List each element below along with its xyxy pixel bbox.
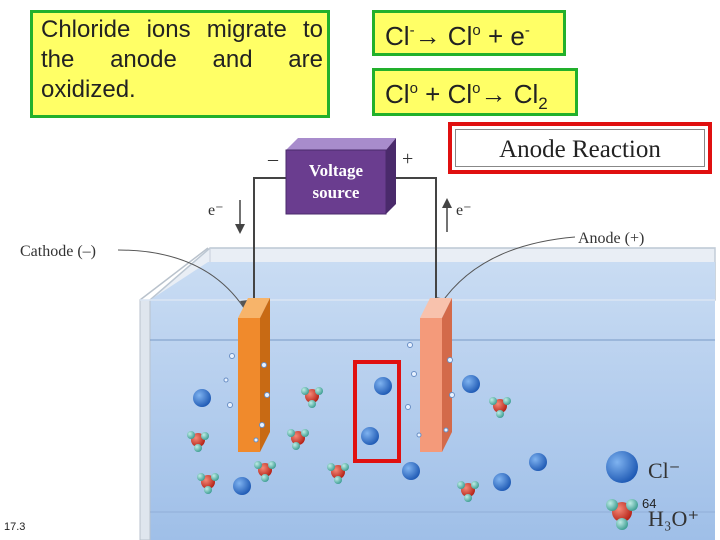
description-text: Chloride ions migrate to the anode and are oxidized. [41, 16, 323, 103]
eq2-mark-b: o [472, 80, 481, 97]
eq1-chlorine-atom: Cl [447, 21, 473, 51]
source-label: source [312, 183, 360, 202]
eq1-chlorine: Cl [385, 21, 410, 51]
cathode-electrode [238, 298, 270, 452]
electron-label-left: e⁻ [208, 202, 224, 219]
eq2-chlorine-b: Cl [447, 79, 473, 109]
eq1-charge: - [409, 22, 415, 39]
eq1-electron: e [510, 21, 525, 51]
legend-chloride-label: Cl⁻ [648, 458, 681, 483]
voltage-label: Voltage [308, 161, 364, 180]
eq2-arrow: → [480, 79, 507, 109]
eq1-arrow: → [414, 21, 441, 51]
eq1-atom-mark: o [472, 22, 481, 39]
eq1-plus: + [487, 21, 504, 51]
anode-reaction-title: Anode Reaction [499, 136, 661, 163]
legend-hydronium-label: H₃O⁺ [648, 506, 700, 531]
voltage-source-box [286, 150, 386, 214]
eq2-subscript: 2 [538, 94, 548, 113]
minus-terminal-label: – [268, 148, 278, 170]
eq1-electron-charge: - [524, 22, 530, 39]
eq2-mark-a: o [409, 80, 418, 97]
cathode-label: Cathode (–) [20, 243, 96, 260]
anode-label: Anode (+) [578, 230, 645, 247]
eq2-plus: + [425, 79, 441, 109]
slide-number: 17.3 [4, 521, 26, 533]
legend-chloride-swatch [606, 451, 638, 483]
eq2-chlorine-molecule: Cl [513, 79, 539, 109]
plus-terminal-label: + [402, 148, 414, 170]
page-number: 64 [642, 496, 657, 511]
electron-label-right: e⁻ [456, 202, 472, 219]
eq2-chlorine-a: Cl [385, 79, 410, 109]
anode-reaction-title-box [448, 122, 712, 174]
